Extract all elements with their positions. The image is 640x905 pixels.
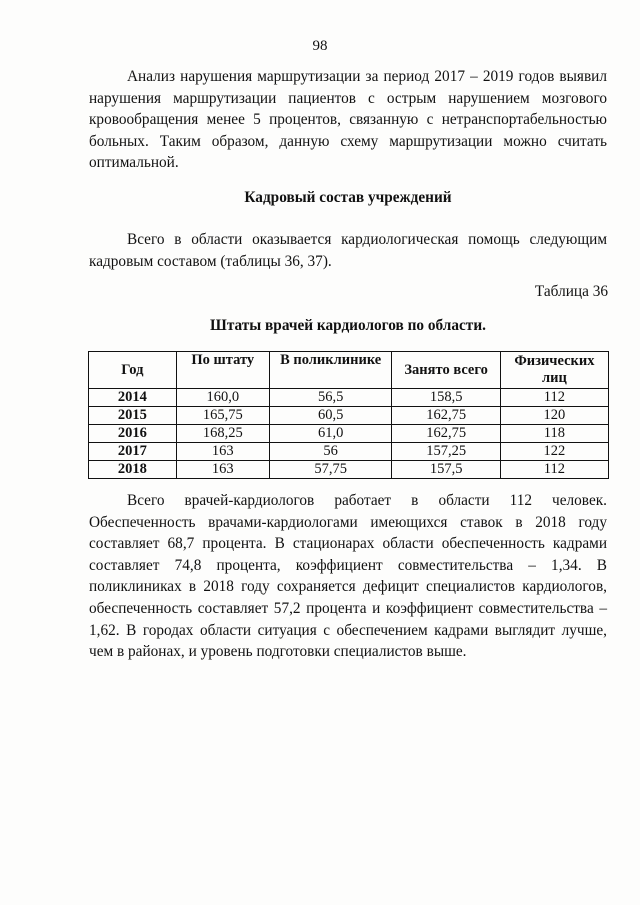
cell-clinic: 56 <box>269 443 392 461</box>
table-row <box>89 443 609 461</box>
section-heading: Кадровый состав учреждений <box>244 189 452 206</box>
table-row <box>89 407 609 425</box>
cell-occupied: 158,5 <box>392 389 500 407</box>
cell-clinic: 60,5 <box>269 407 392 425</box>
total-paragraph: Всего в области оказывается кардиологическая помощь следующим кадровым составом (таблицы 36, 37). <box>89 231 607 270</box>
cell-year: 2017 <box>89 443 177 461</box>
header-physical: Физических лиц <box>500 352 608 389</box>
page-number: 98 <box>312 38 328 54</box>
cell-physical: 112 <box>500 389 608 407</box>
header-occupied: Занято всего <box>392 352 500 389</box>
cell-year: 2016 <box>89 425 177 443</box>
cell-year: 2018 <box>89 461 177 479</box>
cell-plan: 160,0 <box>176 389 269 407</box>
cell-plan: 168,25 <box>176 425 269 443</box>
staff-paragraph: Всего врачей-кардиологов работает в области 112 человек. Обеспеченность врачами-кардиологами имеющихся ставок в 2018 году составляет 68,7 процента. В стационарах области обеспеченность кадрами составляет 74,8 процента, коэффициент совместительства – 1,34. В поликлиниках в 2018 году сохраняется дефицит специалистов кардиологов, обеспеченность составляет 57,2 процента и коэффициент совместительства – 1,62. В городах области ситуация с обеспечением кадрами выглядит лучше, чем в районах, и уровень подготовки специалистов выше. <box>89 492 607 661</box>
header-plan: По штату <box>176 352 269 389</box>
table-row <box>89 389 609 407</box>
header-clinic: В поликлинике <box>269 352 392 389</box>
intro-paragraph: Анализ нарушения маршрутизации за период 2017 – 2019 годов выявил нарушения маршрутизации пациентов с острым нарушением мозгового кровообращения менее 5 процентов, связанную с нетранспортабельностью больных. Таким образом, данную схему маршрутизации можно считать оптимальной. <box>89 68 607 172</box>
table-row <box>89 425 609 443</box>
table-row <box>89 461 609 479</box>
cell-plan: 163 <box>176 443 269 461</box>
cell-plan: 165,75 <box>176 407 269 425</box>
cell-physical: 122 <box>500 443 608 461</box>
table-label: Таблица 36 <box>534 283 608 300</box>
cell-plan: 163 <box>176 461 269 479</box>
cell-physical: 112 <box>500 461 608 479</box>
table-title: Штаты врачей кардиологов по области. <box>210 317 486 334</box>
cell-clinic: 57,75 <box>269 461 392 479</box>
cell-occupied: 162,75 <box>392 425 500 443</box>
cell-physical: 120 <box>500 407 608 425</box>
header-year: Год <box>89 352 177 389</box>
table-header-row <box>89 352 609 389</box>
cell-occupied: 157,5 <box>392 461 500 479</box>
cell-occupied: 162,75 <box>392 407 500 425</box>
cell-clinic: 56,5 <box>269 389 392 407</box>
cell-year: 2014 <box>89 389 177 407</box>
cell-year: 2015 <box>89 407 177 425</box>
cell-occupied: 157,25 <box>392 443 500 461</box>
staff-table <box>88 351 609 479</box>
cell-clinic: 61,0 <box>269 425 392 443</box>
cell-physical: 118 <box>500 425 608 443</box>
